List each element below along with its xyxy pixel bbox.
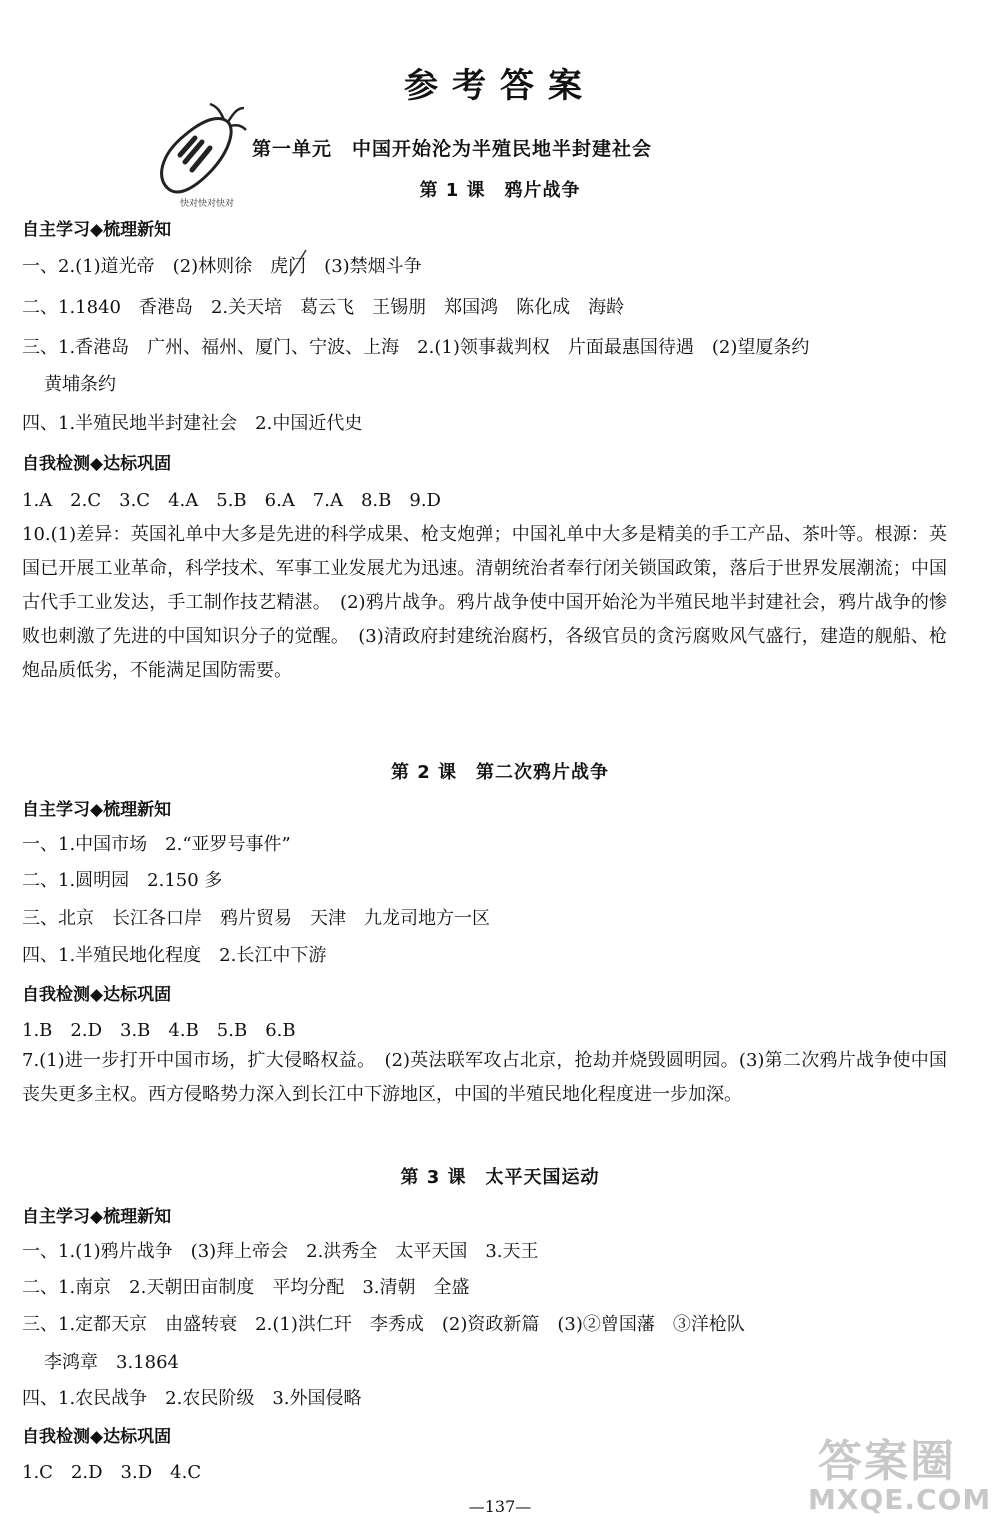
lesson-2-study-label: 自主学习◆梳理新知 — [22, 800, 172, 820]
lesson-1-long-answer: 10.(1)差异：英国礼单中大多是先进的科学成果、枪支炮弹；中国礼单中大多是精美的手工产品、茶叶等。根源：英国已开展工业革命，科学技术、军事工业发展尤为迅速。清朝统治者奉行闭关锁国政策，落后于世界发展潮流；中国古代手工业发达，手工制作技艺精湛。 (2)鸦片战争。鸦片战争使中国开始沦为半殖民地半封建社会，鸦片战争的惨败也刺激了先进的中国知识分子的觉醒。 (3)清政府封建统治腐朽，各级官员的贪污腐败风气盛行，建造的舰船、枪炮品质低劣，不能满足国防需要。 — [22, 524, 947, 681]
watermark-line1: 答案圈 — [818, 1436, 956, 1487]
lesson-1-study-line: 二、1.1840 香港岛 2.关天培 葛云飞 王锡朋 郑国鸿 陈化成 海龄 — [22, 297, 625, 318]
logo-text: 快对快对快对 — [180, 199, 235, 209]
lesson-1-heading: 第 1 课 鸦片战争 — [419, 180, 581, 201]
lesson-2-check-label: 自我检测◆达标巩固 — [22, 985, 172, 1005]
lesson-2-study-line: 二、1.圆明园 2.150 多 — [22, 870, 223, 891]
lesson-1-study-line: 黄埔条约 — [44, 374, 116, 395]
page-title: 参考答案 — [404, 66, 596, 106]
lesson-3-study-line: 三、1.定都天京 由盛转衰 2.(1)洪仁玕 李秀成 (2)资政新篇 (3)②曾国藩 ③洋枪队 — [22, 1314, 745, 1335]
lesson-3-study-label: 自主学习◆梳理新知 — [22, 1207, 172, 1227]
lesson-2-long-answer: 7.(1)进一步打开中国市场，扩大侵略权益。 (2)英法联军攻占北京，抢劫并烧毁圆明园。(3)第二次鸦片战争使中国丧失更多主权。西方侵略势力深入到长江中下游地区，中国的半殖民地化程度进一步加深。 — [22, 1050, 947, 1105]
lesson-3-check-label: 自我检测◆达标巩固 — [22, 1427, 172, 1447]
lesson-2-heading: 第 2 课 第二次鸦片战争 — [390, 762, 610, 783]
lesson-1-study-line: 四、1.半殖民地半封建社会 2.中国近代史 — [22, 413, 363, 434]
lesson-3-check-answers: 1.C 2.D 3.D 4.C — [22, 1462, 202, 1483]
lesson-2-check-answers: 1.B 2.D 3.B 4.B 5.B 6.B — [22, 1020, 296, 1041]
lesson-3-study-line: 李鸿章 3.1864 — [44, 1352, 179, 1373]
lesson-1-study-line: 一、2.(1)道光帝 (2)林则徐 虎门 (3)禁烟斗争 — [22, 256, 422, 277]
lesson-2-study-line: 四、1.半殖民地化程度 2.长江中下游 — [22, 945, 327, 966]
watermark-line2: MXQE.COM — [808, 1483, 992, 1516]
lesson-3-study-line: 二、1.南京 2.天朝田亩制度 平均分配 3.清朝 全盛 — [22, 1277, 470, 1298]
unit-heading: 第一单元 中国开始沦为半殖民地半封建社会 — [252, 138, 653, 160]
lesson-1-check-answers: 1.A 2.C 3.C 4.A 5.B 6.A 7.A 8.B 9.D — [22, 490, 441, 511]
lesson-2-study-line: 三、北京 长江各口岸 鸦片贸易 天津 九龙司地方一区 — [22, 908, 490, 929]
lesson-2-study-line: 一、1.中国市场 2.“亚罗号事件” — [22, 834, 291, 855]
lesson-1-study-label: 自主学习◆梳理新知 — [22, 220, 172, 240]
lesson-1-study-line: 三、1.香港岛 广州、福州、厦门、宁波、上海 2.(1)领事裁判权 片面最惠国待遇 (2)望厦条约 — [22, 337, 810, 358]
lesson-3-study-line: 一、1.(1)鸦片战争 (3)拜上帝会 2.洪秀全 太平天国 3.天王 — [22, 1241, 539, 1262]
watermark — [800, 1425, 990, 1525]
page-number: —137— — [468, 1497, 532, 1516]
lesson-3-study-line: 四、1.农民战争 2.农民阶级 3.外国侵略 — [22, 1388, 362, 1409]
lesson-1-check-label: 自我检测◆达标巩固 — [22, 454, 172, 474]
pen-stroke-mark — [288, 248, 308, 282]
lesson-3-heading: 第 3 课 太平天国运动 — [400, 1167, 600, 1188]
